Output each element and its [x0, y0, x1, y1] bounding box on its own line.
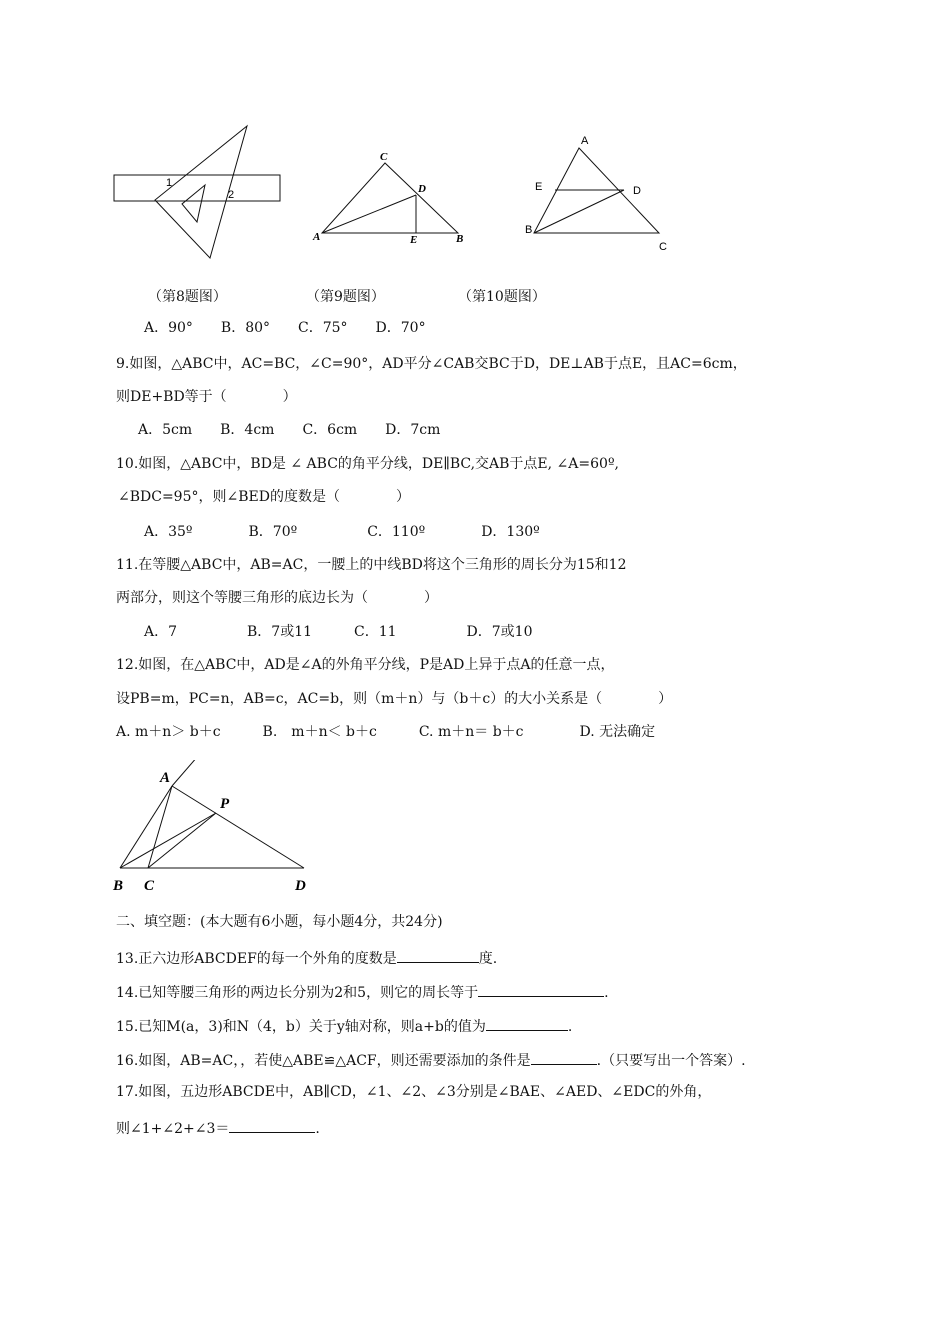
- q15-text-after: .: [567, 1019, 573, 1035]
- q16-text-after: .（只要写出一个答案）.: [596, 1053, 746, 1069]
- figure-9-caption: （第9题图）: [306, 289, 385, 305]
- point-e-label: E: [410, 234, 418, 246]
- point-a-label: A: [160, 770, 171, 786]
- q17-line1: 17.如图，五边形ABCDE中，AB∥CD，∠1、∠2、∠3分别是∠BAE、∠AED、∠EDC的外角，: [116, 1084, 712, 1100]
- q14: [116, 980, 609, 1003]
- point-a-label: A: [313, 231, 321, 243]
- point-a-label: A: [581, 135, 589, 147]
- q13-answer-blank[interactable]: [397, 946, 479, 963]
- point-b-label: B: [525, 224, 533, 236]
- q12-options: A. m＋n＞ b＋c B. m＋n＜ b＋c C. m＋n＝ b＋c D. 无法确定: [116, 724, 656, 740]
- q11-options: A．7 B．7或11 C．11 D．7或10: [144, 624, 533, 640]
- q11-line2: 两部分，则这个等腰三角形的底边长为（ ）: [116, 590, 438, 606]
- point-e-label: E: [535, 181, 543, 193]
- q17-text: 则∠1+∠2+∠3＝: [116, 1121, 230, 1137]
- q15-text: 15.已知M(a，3)和N（4，b）关于y轴对称，则a+b的值为: [116, 1019, 486, 1035]
- q16-answer-blank[interactable]: [531, 1048, 597, 1065]
- q14-text: 14.已知等腰三角形的两边长分别为2和5，则它的周长等于: [116, 985, 479, 1001]
- q10-line2: ∠BDC=95°，则∠BED的度数是（ ）: [118, 489, 410, 505]
- q11-line1: 11.在等腰△ABC中，AB=AC，一腰上的中线BD将这个三角形的周长分为15和12: [116, 557, 627, 573]
- point-p-label: P: [220, 796, 230, 812]
- q12-line1: 12.如图，在△ABC中，AD是∠A的外角平分线，P是AD上异于点A的任意一点，: [116, 657, 615, 673]
- fill-in-section: [116, 0, 876, 1344]
- q14-text-after: .: [604, 985, 609, 1001]
- point-c-label: C: [659, 241, 667, 253]
- q10-options: A．35º B．70º C．110º D．130º: [144, 524, 540, 540]
- q9-line1: 9.如图，△ABC中，AC=BC，∠C=90°，AD平分∠CAB交BC于D，DE⊥AB于点E，且AC=6cm，: [116, 356, 747, 372]
- q13-text-after: 度.: [478, 951, 498, 967]
- q14-answer-blank[interactable]: [478, 980, 604, 997]
- q15-answer-blank[interactable]: [486, 1014, 568, 1031]
- q9-line2: 则DE+BD等于（ ）: [116, 389, 297, 405]
- q16: [116, 1048, 746, 1071]
- figure-8-caption: （第8题图）: [148, 289, 227, 305]
- q17-text-after: .: [315, 1121, 320, 1137]
- angle-2-label: 2: [228, 189, 235, 201]
- q13-text: 13.正六边形ABCDEF的每一个外角的度数是: [116, 951, 397, 967]
- point-c-label: C: [380, 151, 388, 163]
- q16-text: 16.如图，AB=AC，，若使△ABE≌△ACF，则还需要添加的条件是: [116, 1053, 531, 1069]
- q12-line2: 设PB=m，PC=n，AB=c，AC=b，则（m＋n）与（b＋c）的大小关系是（ ）: [116, 691, 673, 707]
- q9-options: A．5cm B．4cm C．6cm D．7cm: [138, 422, 441, 438]
- point-d-label: D: [418, 183, 426, 195]
- q13: [116, 946, 497, 969]
- point-d-label: D: [633, 185, 641, 197]
- q15: [116, 1014, 572, 1037]
- q8-options: A．90° B．80° C．75° D．70°: [144, 320, 426, 336]
- q17-answer-blank[interactable]: [229, 1116, 315, 1133]
- point-c-label: C: [144, 878, 155, 894]
- point-d-label: D: [295, 878, 306, 894]
- q10-line1: 10.如图，△ABC中，BD是 ∠ ABC的角平分线，DE∥BC,交AB于点E, ∠A=60º,: [116, 456, 619, 472]
- q17-line2: [116, 1116, 320, 1139]
- point-b-label: B: [456, 233, 464, 245]
- figure-10-caption: （第10题图）: [458, 289, 546, 305]
- section-2-heading: 二、填空题：(本大题有6小题，每小题4分，共24分): [116, 914, 443, 930]
- point-b-label: B: [113, 878, 124, 894]
- angle-1-label: 1: [166, 177, 173, 189]
